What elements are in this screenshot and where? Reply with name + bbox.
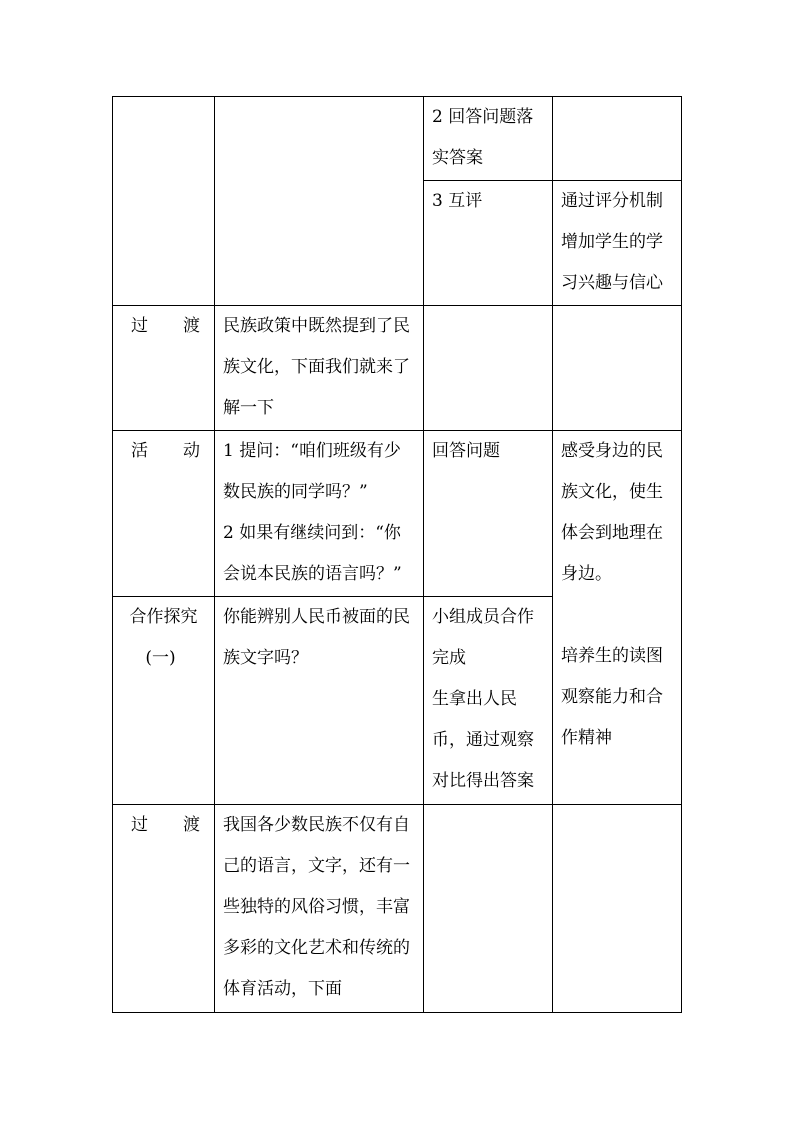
cell-text: 民族政策中既然提到了民族文化，下面我们就来了解一下 bbox=[223, 316, 410, 418]
table-row bbox=[113, 306, 682, 431]
cell-empty bbox=[553, 306, 682, 431]
lesson-plan-table bbox=[112, 96, 682, 1013]
cell-student-activity bbox=[424, 431, 553, 597]
cell-empty bbox=[553, 97, 682, 181]
cell-empty bbox=[215, 97, 424, 306]
cell-student-activity bbox=[424, 181, 553, 306]
cell-text: 2 回答问题落实答案 bbox=[432, 107, 534, 168]
cell-stage bbox=[113, 306, 215, 431]
stage-label-char: 过 bbox=[131, 316, 148, 336]
cell-teacher-activity bbox=[215, 306, 424, 431]
cell-empty bbox=[553, 805, 682, 1013]
cell-design-intent bbox=[553, 431, 682, 805]
cell-teacher-activity bbox=[215, 805, 424, 1013]
spacer bbox=[561, 595, 675, 636]
stage-label-char: 动 bbox=[183, 441, 200, 461]
cell-text: 生拿出人民币，通过观察对比得出答案 bbox=[432, 689, 534, 791]
cell-stage bbox=[113, 431, 215, 597]
cell-empty bbox=[113, 97, 215, 306]
cell-student-activity bbox=[424, 97, 553, 181]
cell-text: 小组成员合作完成 bbox=[432, 607, 534, 668]
cell-empty bbox=[424, 306, 553, 431]
cell-student-activity bbox=[424, 597, 553, 805]
stage-label-char: 过 bbox=[131, 815, 148, 835]
cell-text: 3 互评 bbox=[432, 191, 483, 211]
cell-text: 1 提问：“咱们班级有少数民族的同学吗？” bbox=[223, 441, 401, 502]
table-row bbox=[113, 805, 682, 1013]
cell-text: 我国各少数民族不仅有自己的语言，文字，还有一些独特的风俗习惯，丰富多彩的文化艺术和传统的体育活动，下面 bbox=[223, 815, 410, 999]
cell-stage bbox=[113, 597, 215, 805]
cell-text: 感受身边的民族文化，使生体会到地理在身边。 bbox=[561, 441, 663, 584]
stage-label-char: 渡 bbox=[183, 815, 200, 835]
stage-label: 合作探究 bbox=[129, 607, 198, 627]
cell-text: 你能辨别人民币被面的民族文字吗？ bbox=[223, 607, 410, 668]
cell-empty bbox=[424, 805, 553, 1013]
table-row bbox=[113, 97, 682, 181]
cell-design-intent bbox=[553, 181, 682, 306]
cell-text: 2 如果有继续问到：“你会说本民族的语言吗？” bbox=[223, 523, 402, 584]
cell-teacher-activity bbox=[215, 431, 424, 597]
table-row bbox=[113, 431, 682, 597]
stage-label-char: 渡 bbox=[183, 316, 200, 336]
cell-teacher-activity bbox=[215, 597, 424, 805]
cell-stage bbox=[113, 805, 215, 1013]
cell-text: 回答问题 bbox=[432, 441, 500, 461]
stage-label-sub: (一) bbox=[145, 648, 176, 668]
cell-text: 培养生的读图观察能力和合作精神 bbox=[561, 646, 663, 748]
stage-label-char: 活 bbox=[131, 441, 148, 461]
cell-text: 通过评分机制增加学生的学习兴趣与信心 bbox=[561, 191, 663, 293]
